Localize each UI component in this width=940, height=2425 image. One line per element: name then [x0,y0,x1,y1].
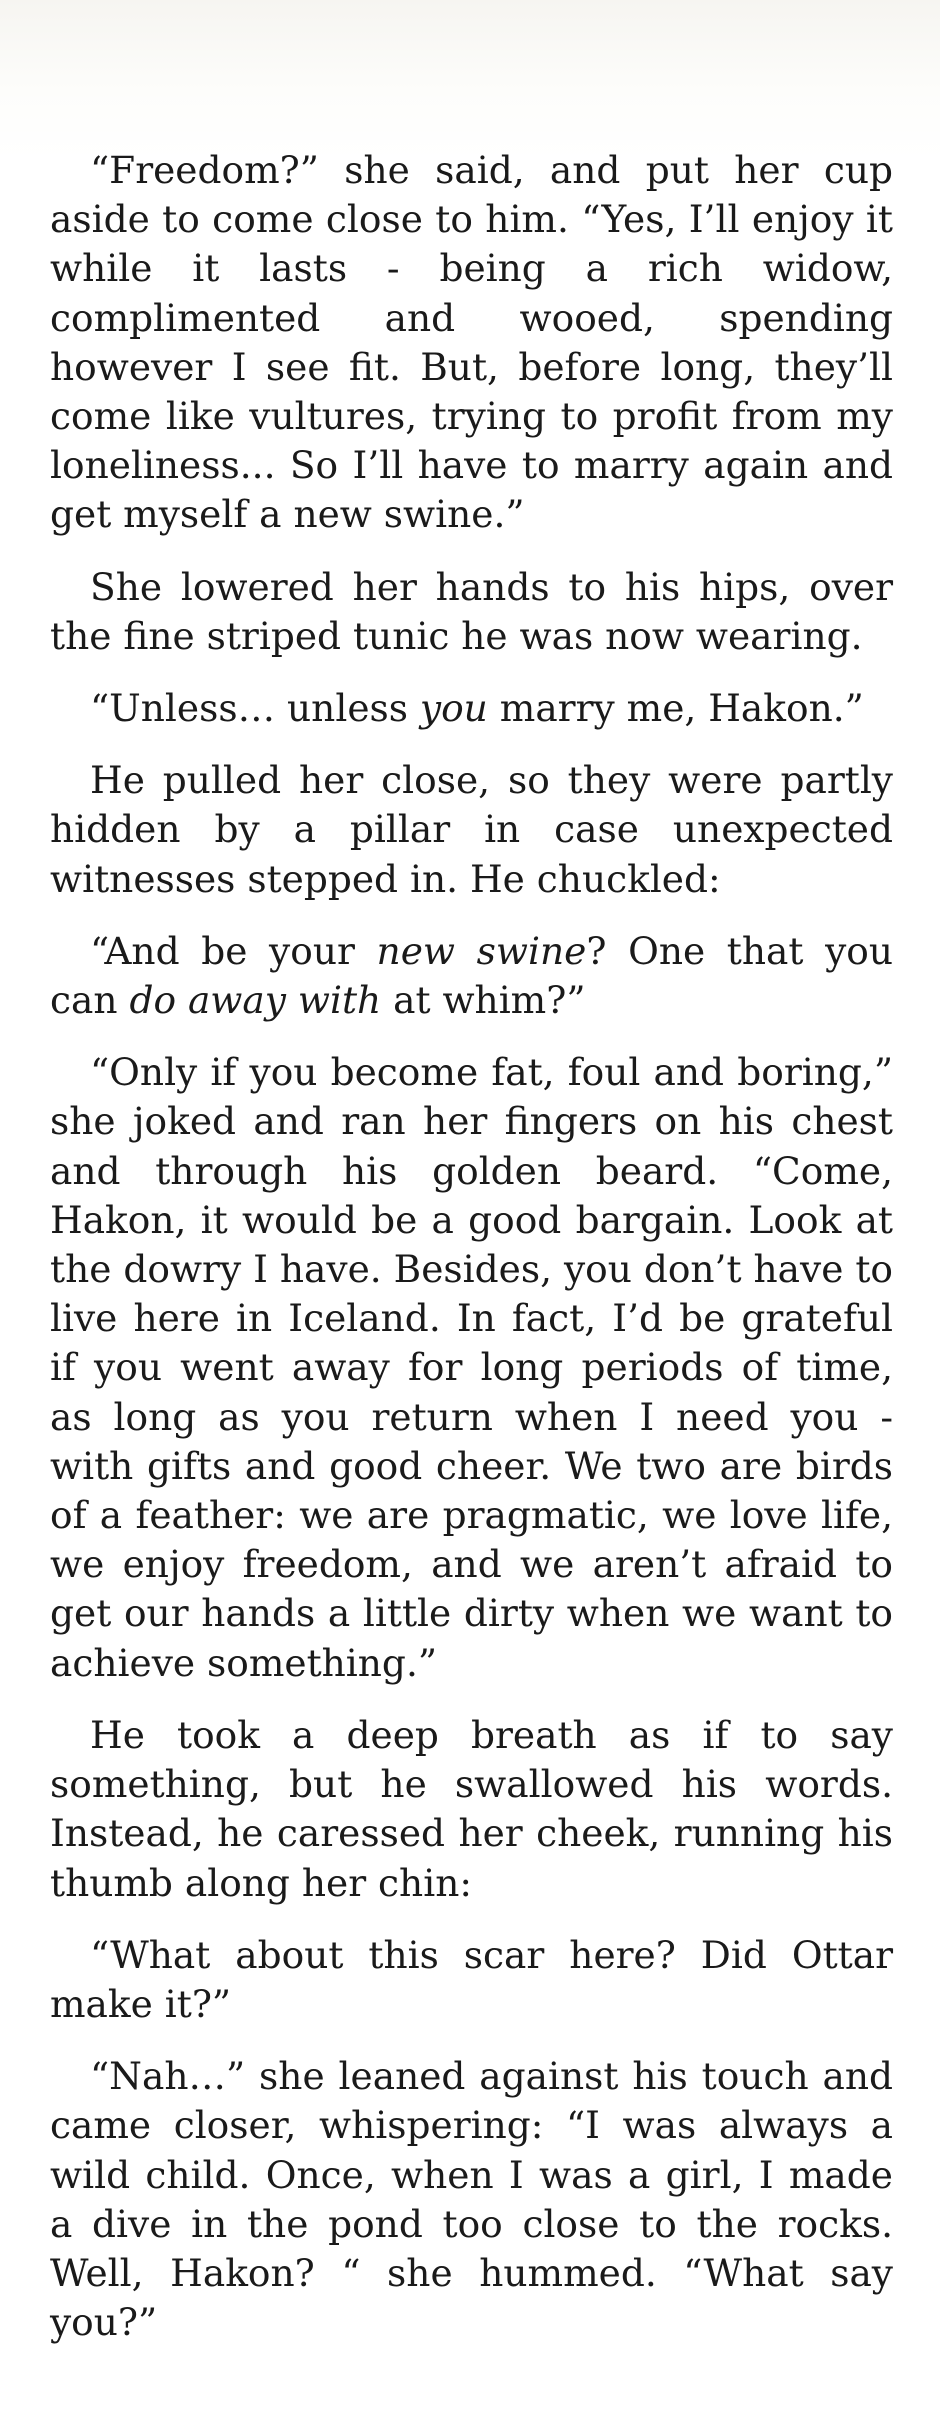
paragraph-nah [50,2052,893,2347]
text-segment: “Only if you become fat, foul and boring,” she joked and ran her fingers on his chest and through his golden beard. “Come, Hakon, it would be a good bargain. Look at the dowry I have. Besides, you don’t have to live here in Iceland. In fact, I’d be grateful if you went away for long periods of time, as long as you return when I need you - with gifts and good cheer. We two are birds of a feather: we are pragmatic, we love life, we enjoy freedom, and we aren’t afraid to get our hands a little dirty when we want to achieve something.” [50,1050,893,1685]
text-segment: ? One that you can [50,928,894,1023]
text-segment: He took a deep breath as if to say something, but he swallowed his words. Instead, he caressed her cheek, running his thumb along her chin: [50,1712,893,1905]
text-segment: at whim?” [381,978,586,1023]
paragraph-lowered-hands [50,563,893,661]
italic-emphasis: you [419,686,488,731]
text-segment: “Nah…” she leaned against his touch and came closer, whispering: “I was always a wild child. Once, when I was a girl, I made a dive in the pond too close to the rocks. Well, Hakon? “ she hummed. “What say you?” [50,2054,893,2345]
paragraph-deep-breath [50,1711,893,1908]
text-segment: She lowered her hands to his hips, over the fine striped tunic he was now wearing. [50,564,893,658]
italic-emphasis: new swine [376,928,587,973]
text-segment: marry me, Hakon.” [487,686,864,731]
text-segment: “Freedom?” she said, and put her cup aside to come close to him. “Yes, I’ll enjoy it while it lasts - being a rich widow, complimented and wooed, spending however I see fit. But, before long, they’ll come like vultures, trying to profit from my loneliness... So I’ll have to marry again and get myself a new swine.” [50,148,893,537]
paragraph-unless [50,684,893,733]
italic-emphasis: do away with [129,978,382,1023]
text-segment: “Unless… unless [90,686,420,731]
paragraph-only-if [50,1048,893,1688]
story-text-column [50,146,893,2370]
paragraph-scar [50,1931,893,2029]
paragraph-freedom [50,146,893,540]
text-segment: “And be your [90,928,377,973]
paragraph-pulled-close [50,756,893,904]
text-segment: He pulled her close, so they were partly hidden by a pillar in case unexpected witnesses stepped in. He chuckled: [50,758,893,901]
text-segment: “What about this scar here? Did Ottar make it?” [50,1932,893,2026]
paragraph-new-swine [50,927,893,1025]
